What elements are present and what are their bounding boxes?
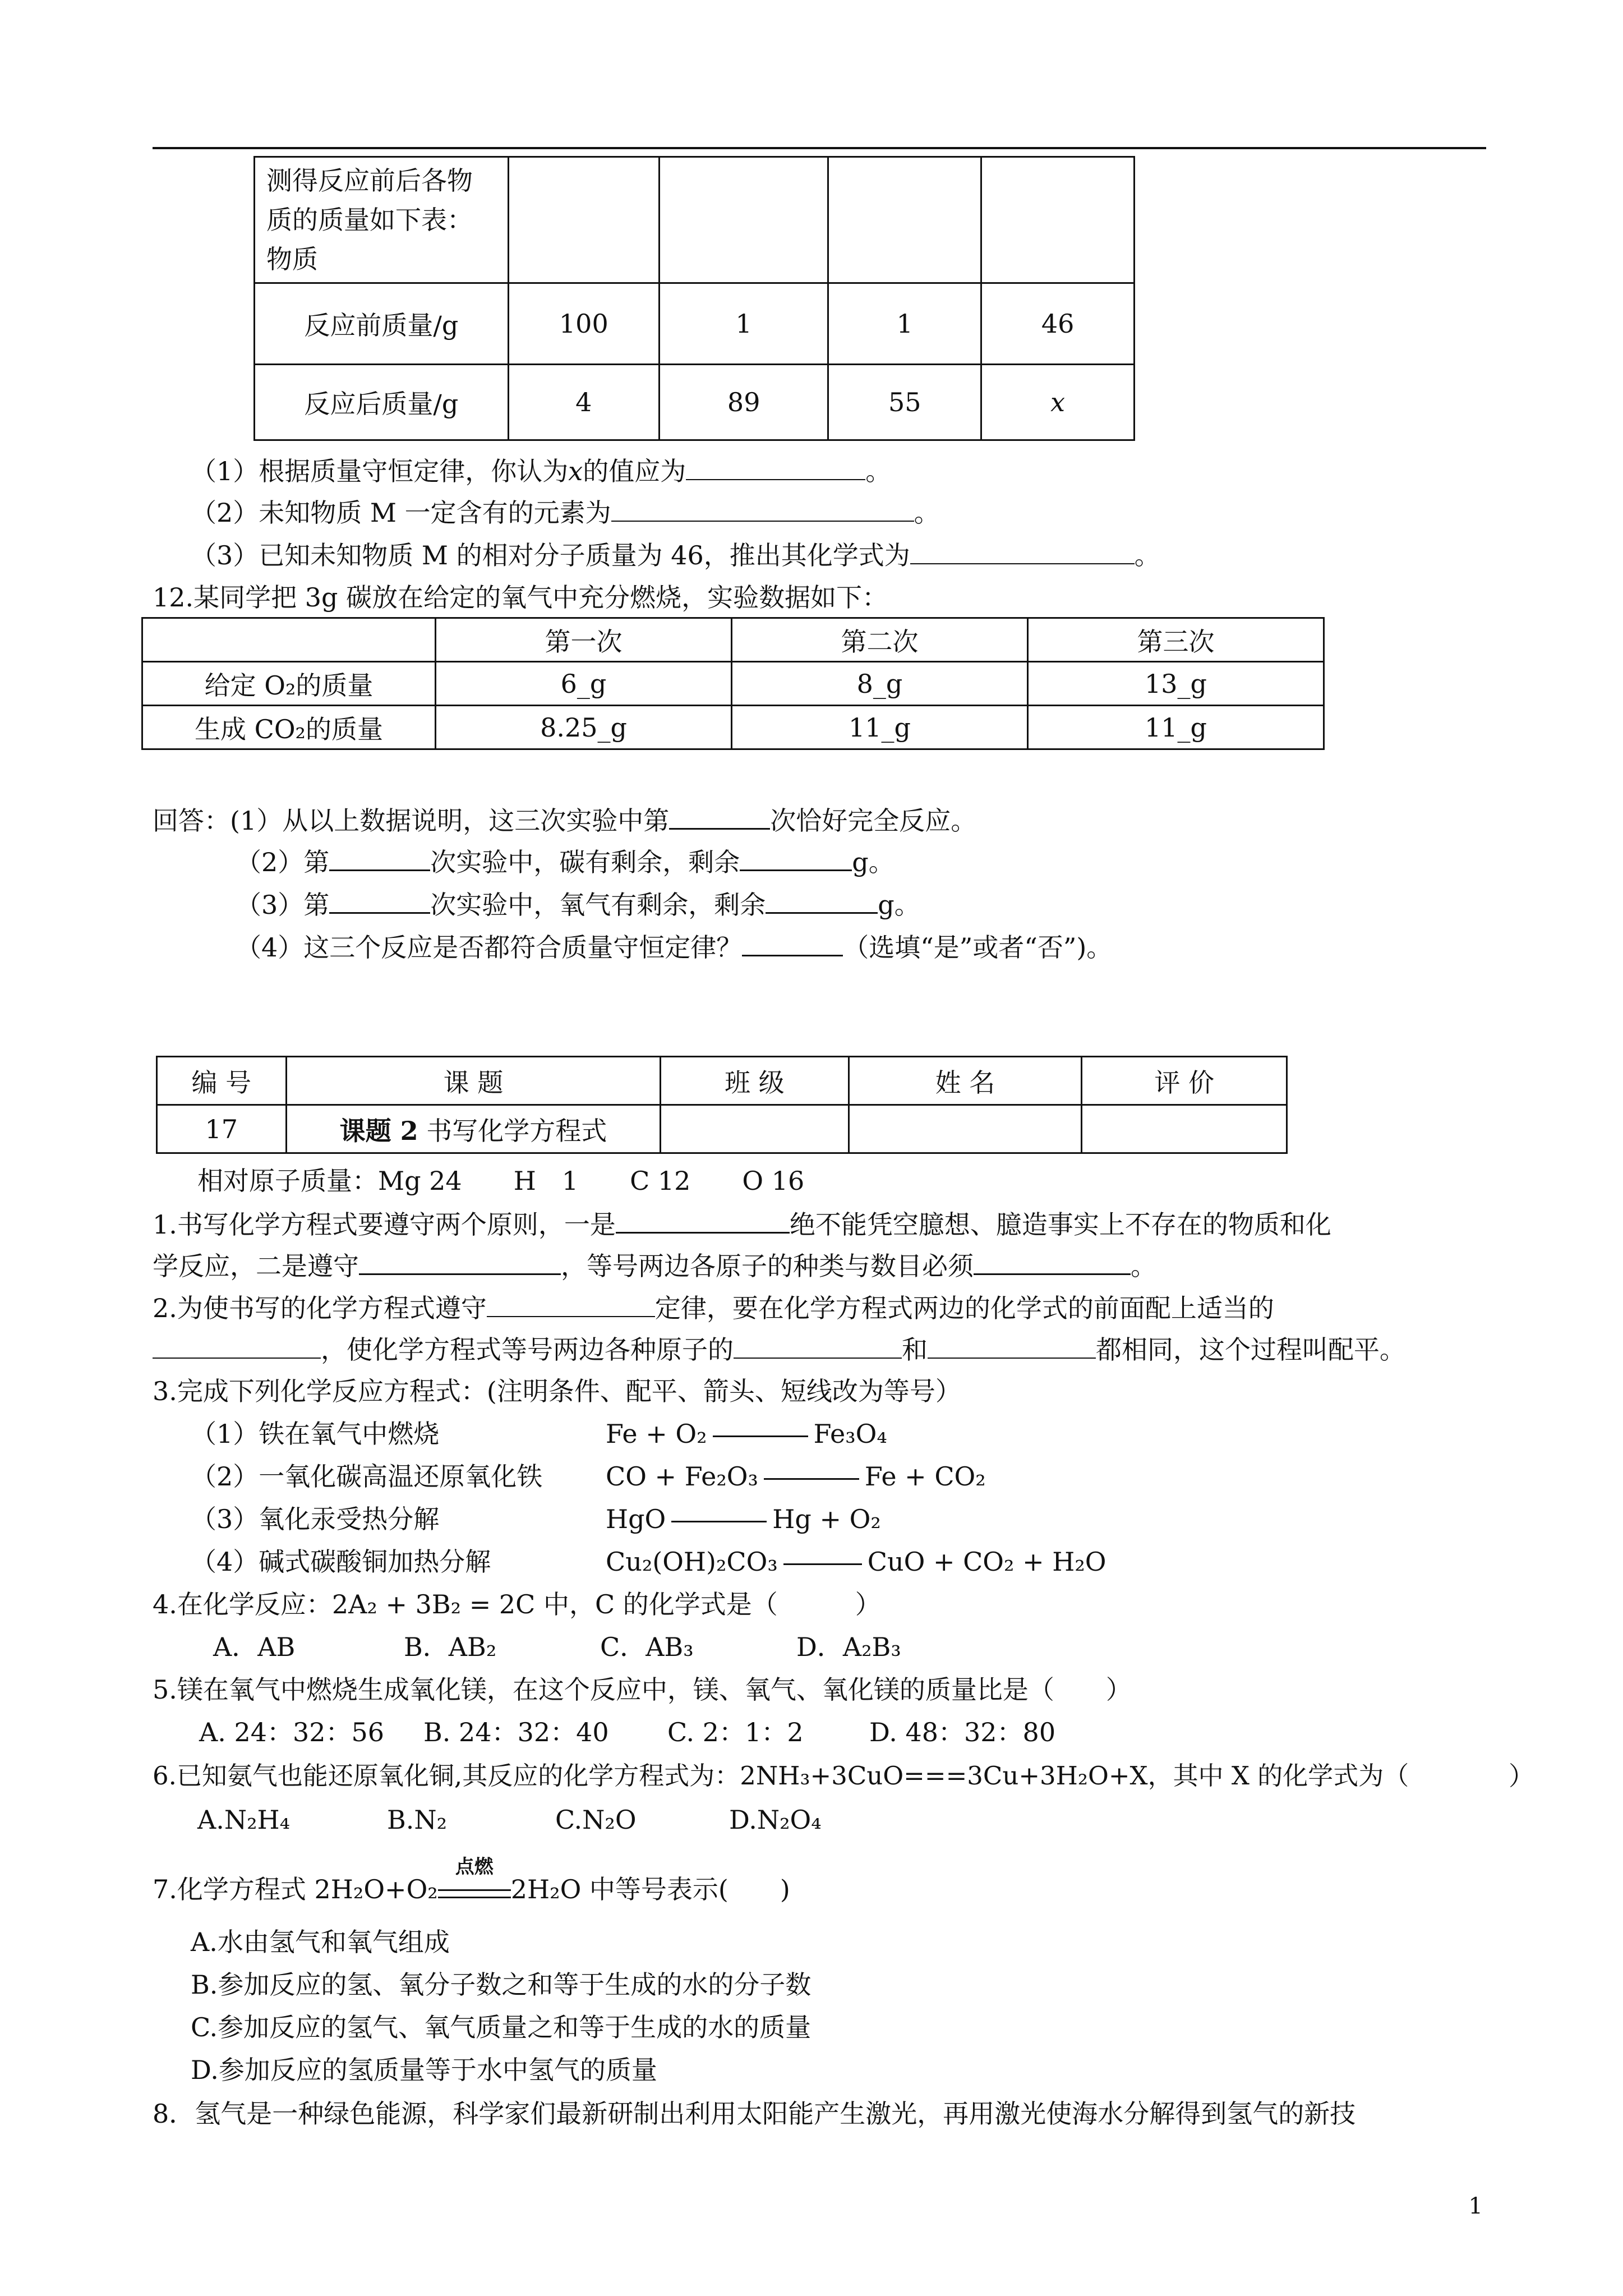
answer-blank[interactable]: [153, 1332, 321, 1359]
answer-blank[interactable]: [616, 1206, 790, 1234]
col-header: 班 级: [661, 1057, 849, 1105]
col-header: 第二次: [732, 618, 1028, 662]
reaction-line: [671, 1521, 767, 1522]
q6-option: C.N₂O: [555, 1805, 637, 1835]
lesson-info-table: [156, 1056, 1288, 1154]
q4-option: B．AB₂: [404, 1632, 497, 1662]
q3-item: （2）一氧化碳高温还原氧化铁: [191, 1461, 543, 1492]
col-header: 评 价: [1082, 1057, 1287, 1105]
row-label: 给定 O₂的质量: [142, 662, 436, 706]
q3-item: （4）碱式碳酸铜加热分解: [191, 1547, 491, 1577]
answer-blank[interactable]: [329, 844, 430, 871]
cell: 4: [508, 365, 659, 440]
answer-blank[interactable]: [359, 1248, 561, 1275]
q12-a2: （2）第 次实验中，碳有剩余，剩余 g。: [236, 844, 895, 879]
q3-equation: Cu₂(OH)₂CO₃ CuO + CO₂ + H₂O: [606, 1547, 1106, 1577]
q3-equation: HgO Hg + O₂: [606, 1504, 881, 1534]
q5-option: A. 24：32：56: [199, 1717, 385, 1747]
cell: 13_g: [1028, 662, 1324, 706]
q5-option: B. 24：32：40: [423, 1717, 609, 1747]
q12-a1: 回答：(1）从以上数据说明，这三次实验中第 次恰好完全反应。: [153, 802, 976, 838]
cell: 8.25_g: [436, 706, 732, 749]
q6-stem: 6.已知氨气也能还原氧化铜,其反应的化学方程式为：2NH₃+3CuO===3Cu+3H₂O+X，其中 X 的化学式为（: [153, 1761, 1409, 1791]
q3-item: （1）铁在氧气中燃烧: [191, 1419, 440, 1449]
cell: 46: [981, 283, 1135, 365]
cell: 55: [828, 365, 981, 440]
q8-stem: 8．氢气是一种绿色能源，科学家们最新研制出利用太阳能产生激光，再用激光使海水分解得到氢气的新技: [153, 2099, 1356, 2129]
answer-blank[interactable]: [928, 1332, 1096, 1359]
atomic-mass: 相对原子质量：Mg 24 H 1 C 12 O 16: [197, 1166, 805, 1196]
class-cell[interactable]: [661, 1105, 849, 1153]
q3-equation: CO + Fe₂O₃ Fe + CO₂: [606, 1461, 986, 1492]
col-header: 课 题: [286, 1057, 661, 1105]
answer-blank[interactable]: [910, 537, 1135, 564]
q5-stem: 5.镁在氧气中燃烧生成氧化镁，在这个反应中，镁、氧气、氧化镁的质量比是（ ）: [153, 1674, 1132, 1705]
col-header: 编 号: [157, 1057, 287, 1105]
cell: 6_g: [436, 662, 732, 706]
answer-blank[interactable]: [329, 886, 430, 914]
col-header: 姓 名: [849, 1057, 1082, 1105]
answer-blank[interactable]: [742, 929, 843, 956]
row-label: 生成 CO₂的质量: [142, 706, 436, 749]
q6-stem-end: ）: [1509, 1761, 1534, 1791]
q4-option: C．AB₃: [600, 1632, 694, 1662]
row-after-label: 反应后质量/g: [255, 365, 509, 440]
cell: 100: [508, 283, 659, 365]
cell: 11_g: [1028, 706, 1324, 749]
answer-blank[interactable]: [611, 495, 914, 522]
mass-table-header: 测得反应前后各物质的质量如下表：物质: [255, 157, 509, 283]
combustion-table: [141, 617, 1325, 750]
answer-blank[interactable]: [974, 1248, 1131, 1275]
q1-line1: 1.书写化学方程式要遵守两个原则，一是 绝不能凭空臆想、臆造事实上不存在的物质和化: [153, 1206, 1331, 1241]
name-cell[interactable]: [849, 1105, 1082, 1153]
col-header: 第三次: [1028, 618, 1324, 662]
cell: 8_g: [732, 662, 1028, 706]
q3-stem: 3.完成下列化学反应方程式：(注明条件、配平、箭头、短线改为等号）: [153, 1376, 961, 1406]
cell: 1: [660, 283, 828, 365]
header-rule: [153, 147, 1486, 149]
q4-stem: 4.在化学反应：2A₂ + 3B₂ = 2C 中，C 的化学式是（ ）: [153, 1589, 881, 1619]
cell: 89: [660, 365, 828, 440]
q7-option: B.参加反应的氢、氧分子数之和等于生成的水的分子数: [191, 1970, 811, 2000]
q6-option: A.N₂H₄: [197, 1805, 291, 1835]
cell: 11_g: [732, 706, 1028, 749]
q2-line2: ，使化学方程式等号两边各种原子的 和 都相同，这个过程叫配平。: [153, 1332, 1405, 1366]
q12-stem: 12.某同学把 3g 碳放在给定的氧气中充分燃烧，实验数据如下：: [153, 582, 888, 613]
q7-option: D.参加反应的氢质量等于水中氢气的质量: [191, 2055, 657, 2085]
q3-item: （3）氧化汞受热分解: [191, 1504, 440, 1534]
reaction-line: [764, 1478, 859, 1480]
q12-a3: （3）第 次实验中，氧气有剩余，剩余 g。: [236, 886, 920, 922]
cell italic: x: [981, 365, 1135, 440]
q4-option: D．A₂B₃: [796, 1632, 901, 1662]
mass-table: [253, 156, 1135, 441]
reaction-line: [713, 1435, 808, 1437]
reaction-line: [783, 1563, 862, 1565]
q1-line2: 学反应，二是遵守 ，等号两边各原子的种类与数目必须 。: [153, 1248, 1156, 1283]
q7-option: A.水由氢气和氧气组成: [191, 1927, 450, 1957]
lesson-topic: 课题 2 书写化学方程式: [286, 1105, 661, 1153]
q6-option: B.N₂: [387, 1805, 448, 1835]
q3-equation: Fe + O₂ Fe₃O₄: [606, 1419, 887, 1449]
cell: 1: [828, 283, 981, 365]
q7-stem: 7.化学方程式 2H₂O+O₂ 点燃 2H₂O 中等号表示( ): [153, 1872, 790, 1908]
answer-blank[interactable]: [766, 886, 878, 914]
q11-p1: （1）根据质量守恒定律，你认为x的值应为 。: [191, 453, 891, 488]
answer-blank[interactable]: [487, 1290, 655, 1317]
equals-with-condition: 点燃: [438, 1875, 511, 1908]
q5-option: D. 48：32：80: [869, 1717, 1056, 1747]
lesson-number: 17: [157, 1105, 287, 1153]
q6-option: D.N₂O₄: [729, 1805, 822, 1835]
answer-blank[interactable]: [669, 802, 770, 830]
q7-option: C.参加反应的氢气、氧气质量之和等于生成的水的质量: [191, 2012, 811, 2042]
q11-p3: （3）已知未知物质 M 的相对分子质量为 46，推出其化学式为 。: [191, 537, 1160, 572]
q11-p2: （2）未知物质 M 一定含有的元素为 。: [191, 495, 940, 530]
q4-option: A．AB: [213, 1632, 296, 1662]
answer-blank[interactable]: [734, 1332, 902, 1359]
answer-blank[interactable]: [740, 844, 852, 871]
q12-a4: （4）这三个反应是否都符合质量守恒定律？ （选填“是”或者“否”)。: [236, 929, 1112, 964]
row-before-label: 反应前质量/g: [255, 283, 509, 365]
evaluation-cell[interactable]: [1082, 1105, 1287, 1153]
answer-blank[interactable]: [686, 453, 865, 480]
q2-line1: 2.为使书写的化学方程式遵守 定律，要在化学方程式两边的化学式的前面配上适当的: [153, 1290, 1274, 1325]
q5-option: C. 2：1：2: [667, 1717, 804, 1747]
page-number: 1: [1468, 2193, 1483, 2219]
col-header: 第一次: [436, 618, 732, 662]
